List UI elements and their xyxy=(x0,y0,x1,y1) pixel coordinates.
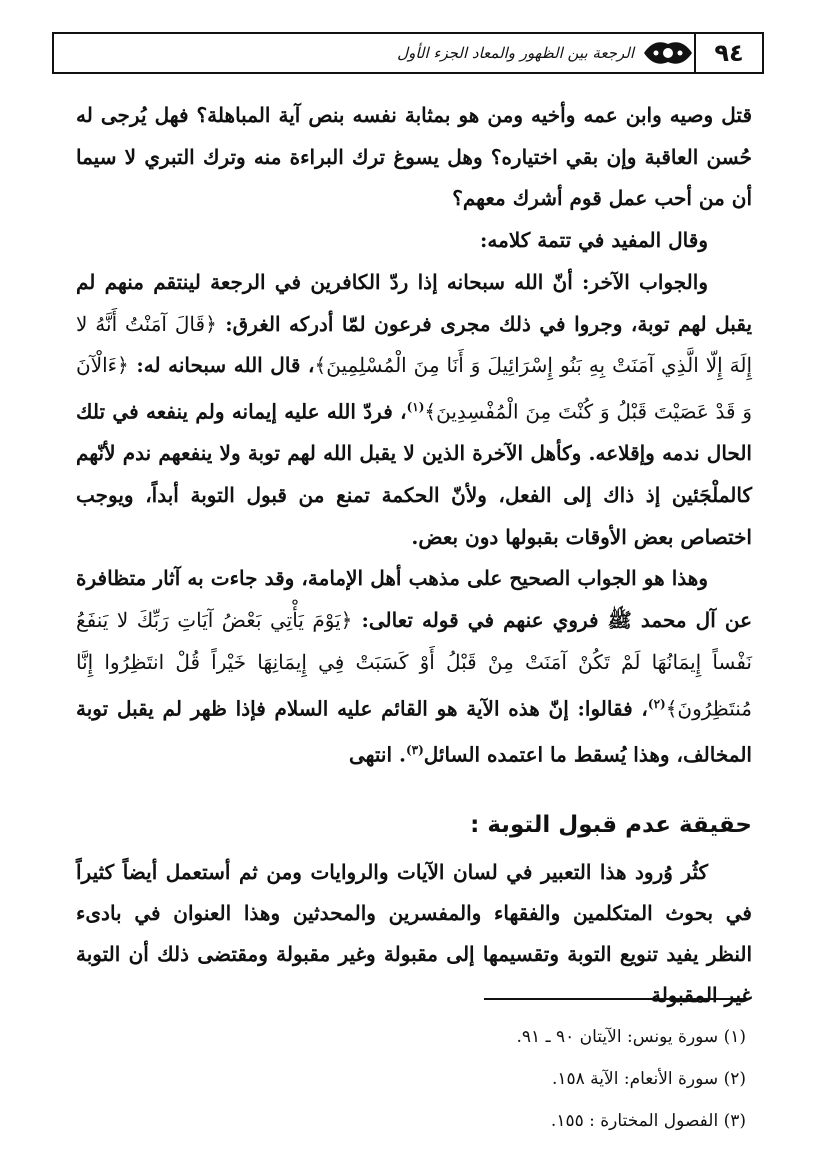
quran-verse-1: ﴿قَالَ آمَنْتُ أَنَّهُ لا إِلَهَ إِلّا الَّذِي آمَنَتْ بِهِ بَنُو إِسْرَائِيلَ وَ أَنَا مِنَ الْمُسْلِمِينَ﴾ xyxy=(76,311,753,378)
main-text xyxy=(76,95,752,776)
paragraph-3 xyxy=(76,262,752,559)
quran-verse-3: ﴿يَوْمَ يَأْتِي بَعْضُ آيَاتِ رَبِّكَ لا يَنفَعُ نَفْساً إِيمَانُهَا لَمْ تَكُنْ آمَنَتْ مِنْ قَبْلُ أَوْ كَسَبَتْ فِي إِيمَانِهَا خَيْراً قُلْ انتَظِرُوا إِنَّا مُنتَظِرُونَ﴾ xyxy=(76,608,752,721)
footnote-2: (٢) سورة الأنعام: الآية ١٥٨. xyxy=(551,1069,746,1089)
paragraph-4-text-a: وهذا هو الجواب الصحيح على مذهب أهل الإمامة، وقد جاءت به آثار متظافرة عن آل محمد ﷺ فروي عنهم في قوله تعالى: xyxy=(76,566,753,633)
paragraph-3-text-a: والجواب الآخر: أنّ الله سبحانه إذا ردّ الكافرين في الرجعة لينتقم منهم لم يقبل لهم توبة، وجروا في ذلك مجرى فرعون لمّا أدركه الغرق: xyxy=(76,269,753,336)
paragraph-1: قتل وصيه وابن عمه وأخيه ومن هو بمثابة نفسه بنص آية المباهلة؟ فهل يُرجى له حُسن العاقبة وإن بقي اختياره؟ وهل يسوغ ترك البراءة منه وترك التبري لا سيما أن من أحب عمل قوم أشرك معهم؟ xyxy=(76,103,752,211)
paragraph-2: وقال المفيد في تتمة كلامه: xyxy=(480,228,708,253)
ornament-icon xyxy=(640,34,696,72)
footnote-ref-3: (٣) xyxy=(405,742,424,757)
paragraph-4-text-c: . انتهى xyxy=(348,742,406,767)
paragraph-3-text-c: ، فردّ الله عليه إيمانه ولم ينفعه في تلك الحال ندمه وإقلاعه. وكأهل الآخرة الذين لا يقبل الله لهم توبة ولا ينفعهم ندم لأنّهم كالملْجَئين إذ ذاك إلى الفعل، ولأنّ الحكمة تمنع من قبول التوبة أبداً، ويوجب اختصاص بعض الأوقات بقبولها دون بعض. xyxy=(76,399,752,549)
footnote-3: (٣) الفصول المختارة : ١٥٥. xyxy=(550,1111,746,1131)
paragraph-4-text-b: ، فقالوا: إنّ هذه الآية هو القائم عليه السلام فإذا ظهر لم يقبل توبة المخالف، وهذا يُسقط ما اعتمده السائل xyxy=(76,696,752,767)
section-title: حقيقة عدم قبول التوبة : xyxy=(470,812,752,838)
section-text: كثُر وُرود هذا التعبير في لسان الآيات والروايات ومن ثم أستعمل أيضاً كثيراً في بحوث المتكلمين والفقهاء والمفسرين والمحدثين وهذا العنوان في بادىء النظر يفيد تنويع التوبة وتقسيمها إلى مقبولة وغير مقبولة ومقتضى ذلك أن التوبة غير المقبولة xyxy=(76,860,752,1007)
quran-verse-2: ﴿ءَالْآنَ وَ قَدْ عَصَيْتَ قَبْلُ وَ كُنْتَ مِنَ الْمُفْسِدِينَ﴾ xyxy=(76,353,752,424)
running-header xyxy=(52,32,764,74)
footnote-divider xyxy=(484,998,746,1000)
footnote-ref-2: (٢) xyxy=(647,696,666,711)
footnotes xyxy=(300,1016,746,1142)
footnote-ref-1: (١) xyxy=(406,399,425,414)
paragraph-4 xyxy=(76,558,752,776)
page-number: ٩٤ xyxy=(694,34,762,72)
paragraph-3-text-b: ، قال الله سبحانه له: xyxy=(128,353,315,378)
footnote-1: (١) سورة يونس: الآيتان ٩٠ ـ ٩١. xyxy=(516,1027,746,1047)
book-title: الرجعة بين الظهور والمعاد الجزء الأول xyxy=(397,44,634,62)
